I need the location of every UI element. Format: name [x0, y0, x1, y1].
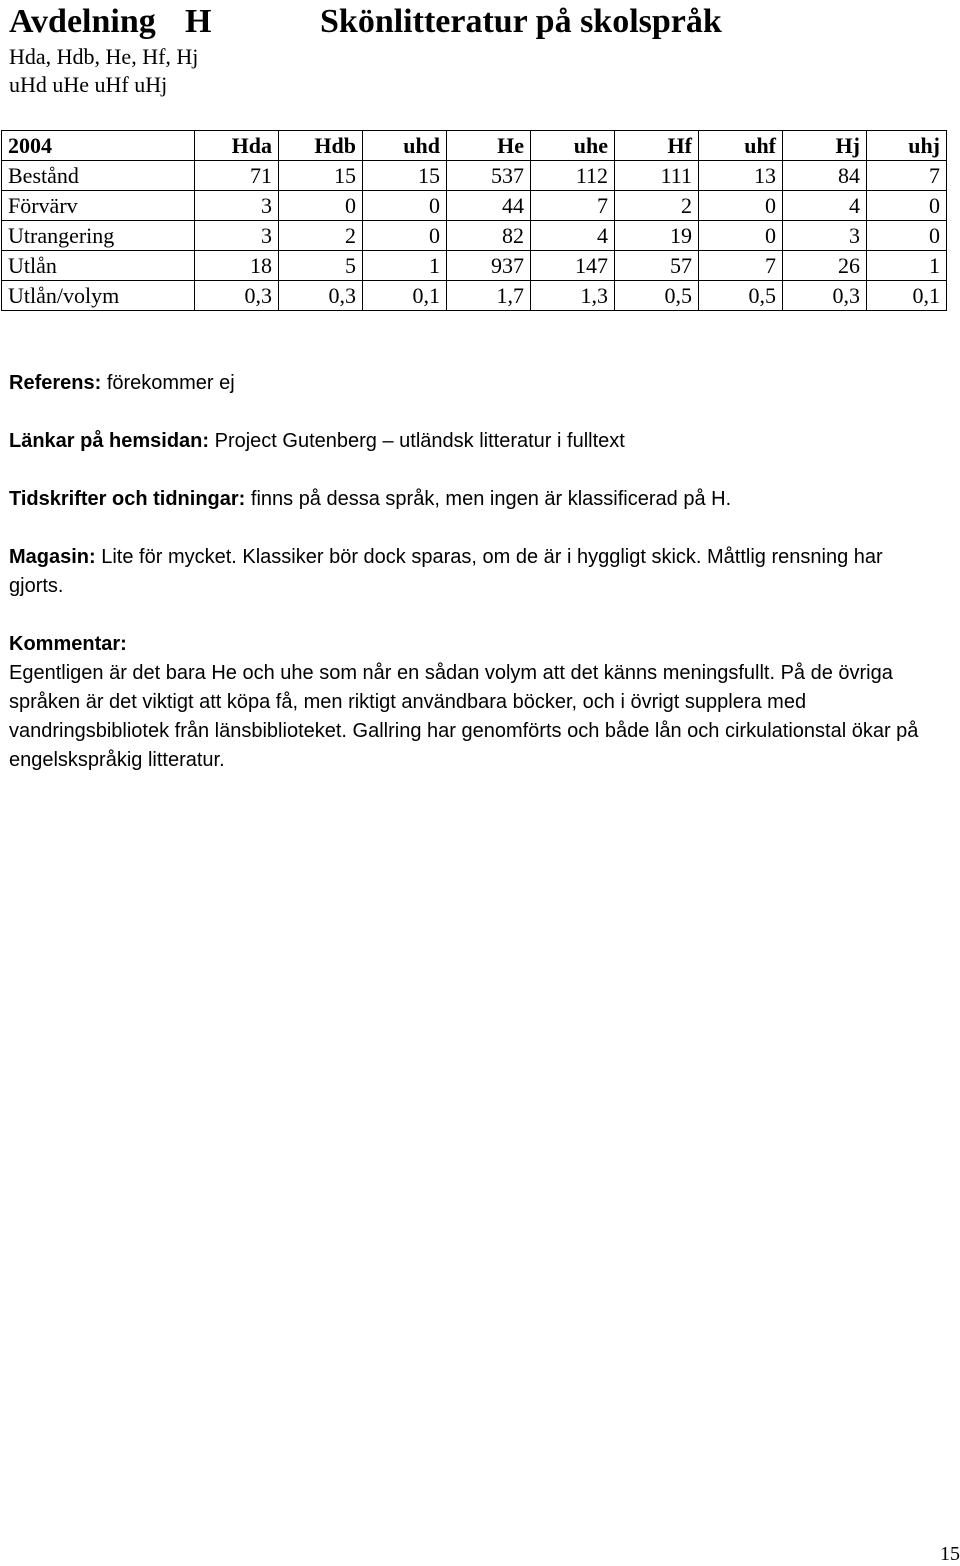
table-cell: 111	[615, 161, 699, 191]
column-header: Hf	[615, 131, 699, 161]
column-header: Hj	[783, 131, 867, 161]
table-cell: 0	[363, 191, 447, 221]
row-label: Förvärv	[2, 191, 195, 221]
column-header: Hda	[195, 131, 279, 161]
table-cell: 1,3	[531, 281, 615, 311]
column-header: uhd	[363, 131, 447, 161]
kommentar-paragraph	[9, 630, 951, 775]
table-cell: 4	[531, 221, 615, 251]
magasin-paragraph	[9, 543, 909, 601]
row-label: Utrangering	[2, 221, 195, 251]
column-header: Hdb	[279, 131, 363, 161]
row-label: Utlån/volym	[2, 281, 195, 311]
table-row	[2, 251, 947, 281]
statistics-table	[1, 130, 947, 311]
table-cell: 0,3	[195, 281, 279, 311]
row-label: Bestånd	[2, 161, 195, 191]
table-cell: 3	[783, 221, 867, 251]
table-cell: 0	[699, 191, 783, 221]
referens-text: förekommer ej	[101, 372, 235, 394]
table-cell: 0,1	[363, 281, 447, 311]
table-row	[2, 281, 947, 311]
table-cell: 1	[867, 251, 947, 281]
lankar-paragraph	[9, 427, 951, 456]
table-cell: 84	[783, 161, 867, 191]
table-cell: 26	[783, 251, 867, 281]
column-header: uhf	[699, 131, 783, 161]
tidskrifter-paragraph	[9, 485, 951, 514]
magasin-text: Lite för mycket. Klassiker bör dock sparas, om de är i hyggligt skick. Måttlig rensning har gjorts.	[9, 546, 883, 597]
table-row	[2, 191, 947, 221]
table-row	[2, 161, 947, 191]
table-cell: 1	[363, 251, 447, 281]
department-code: H	[185, 3, 212, 40]
table-cell: 0	[363, 221, 447, 251]
lankar-text: Project Gutenberg – utländsk litteratur i fulltext	[209, 430, 625, 452]
table-cell: 1,7	[447, 281, 531, 311]
kommentar-text: Egentligen är det bara He och uhe som når en sådan volym att det känns meningsfullt. På de övriga språken är det viktigt att köpa få, men riktigt användbara böcker, och i övrigt supplera med vandringsbibliotek från länsbiblioteket. Gallring har genomförts och både lån och cirkulationstal ökar på engelskspråkig litteratur.	[9, 662, 919, 771]
table-cell: 5	[279, 251, 363, 281]
table-cell: 7	[531, 191, 615, 221]
department-codes-line-2: uHd uHe uHf uHj	[9, 72, 168, 97]
table-cell: 71	[195, 161, 279, 191]
table-cell: 0	[279, 191, 363, 221]
page-number: 15	[940, 1543, 960, 1565]
table-cell: 937	[447, 251, 531, 281]
table-cell: 0,5	[699, 281, 783, 311]
column-header: uhj	[867, 131, 947, 161]
row-label: Utlån	[2, 251, 195, 281]
table-cell: 7	[699, 251, 783, 281]
page-title: Skönlitteratur på skolspråk	[320, 3, 722, 40]
table-cell: 0,1	[867, 281, 947, 311]
table-cell: 13	[699, 161, 783, 191]
department-word: Avdelning	[9, 3, 156, 40]
table-cell: 4	[783, 191, 867, 221]
table-cell: 537	[447, 161, 531, 191]
table-cell: 44	[447, 191, 531, 221]
table-cell: 3	[195, 221, 279, 251]
table-cell: 0,3	[783, 281, 867, 311]
header-title-line	[9, 2, 722, 42]
table-cell: 0,3	[279, 281, 363, 311]
table-cell: 19	[615, 221, 699, 251]
table-cell: 0	[867, 191, 947, 221]
column-header: He	[447, 131, 531, 161]
table-cell: 18	[195, 251, 279, 281]
referens-paragraph	[9, 369, 951, 398]
kommentar-label: Kommentar:	[9, 633, 127, 655]
magasin-label: Magasin:	[9, 546, 96, 568]
tidskrifter-label: Tidskrifter och tidningar:	[9, 488, 246, 510]
tidskrifter-text: finns på dessa språk, men ingen är klassificerad på H.	[245, 488, 732, 510]
column-header: 2004	[2, 131, 195, 161]
table-cell: 57	[615, 251, 699, 281]
referens-label: Referens:	[9, 372, 102, 394]
table-cell: 2	[279, 221, 363, 251]
table-cell: 7	[867, 161, 947, 191]
department-codes-line-1: Hda, Hdb, He, Hf, Hj	[9, 44, 199, 69]
table-header-row	[2, 131, 947, 161]
table-cell: 82	[447, 221, 531, 251]
lankar-label: Länkar på hemsidan:	[9, 430, 210, 452]
table-cell: 15	[363, 161, 447, 191]
table-cell: 0,5	[615, 281, 699, 311]
table-row	[2, 221, 947, 251]
table-cell: 147	[531, 251, 615, 281]
column-header: uhe	[531, 131, 615, 161]
table-cell: 112	[531, 161, 615, 191]
table-cell: 3	[195, 191, 279, 221]
table-cell: 0	[867, 221, 947, 251]
table-cell: 0	[699, 221, 783, 251]
table-cell: 15	[279, 161, 363, 191]
table-cell: 2	[615, 191, 699, 221]
